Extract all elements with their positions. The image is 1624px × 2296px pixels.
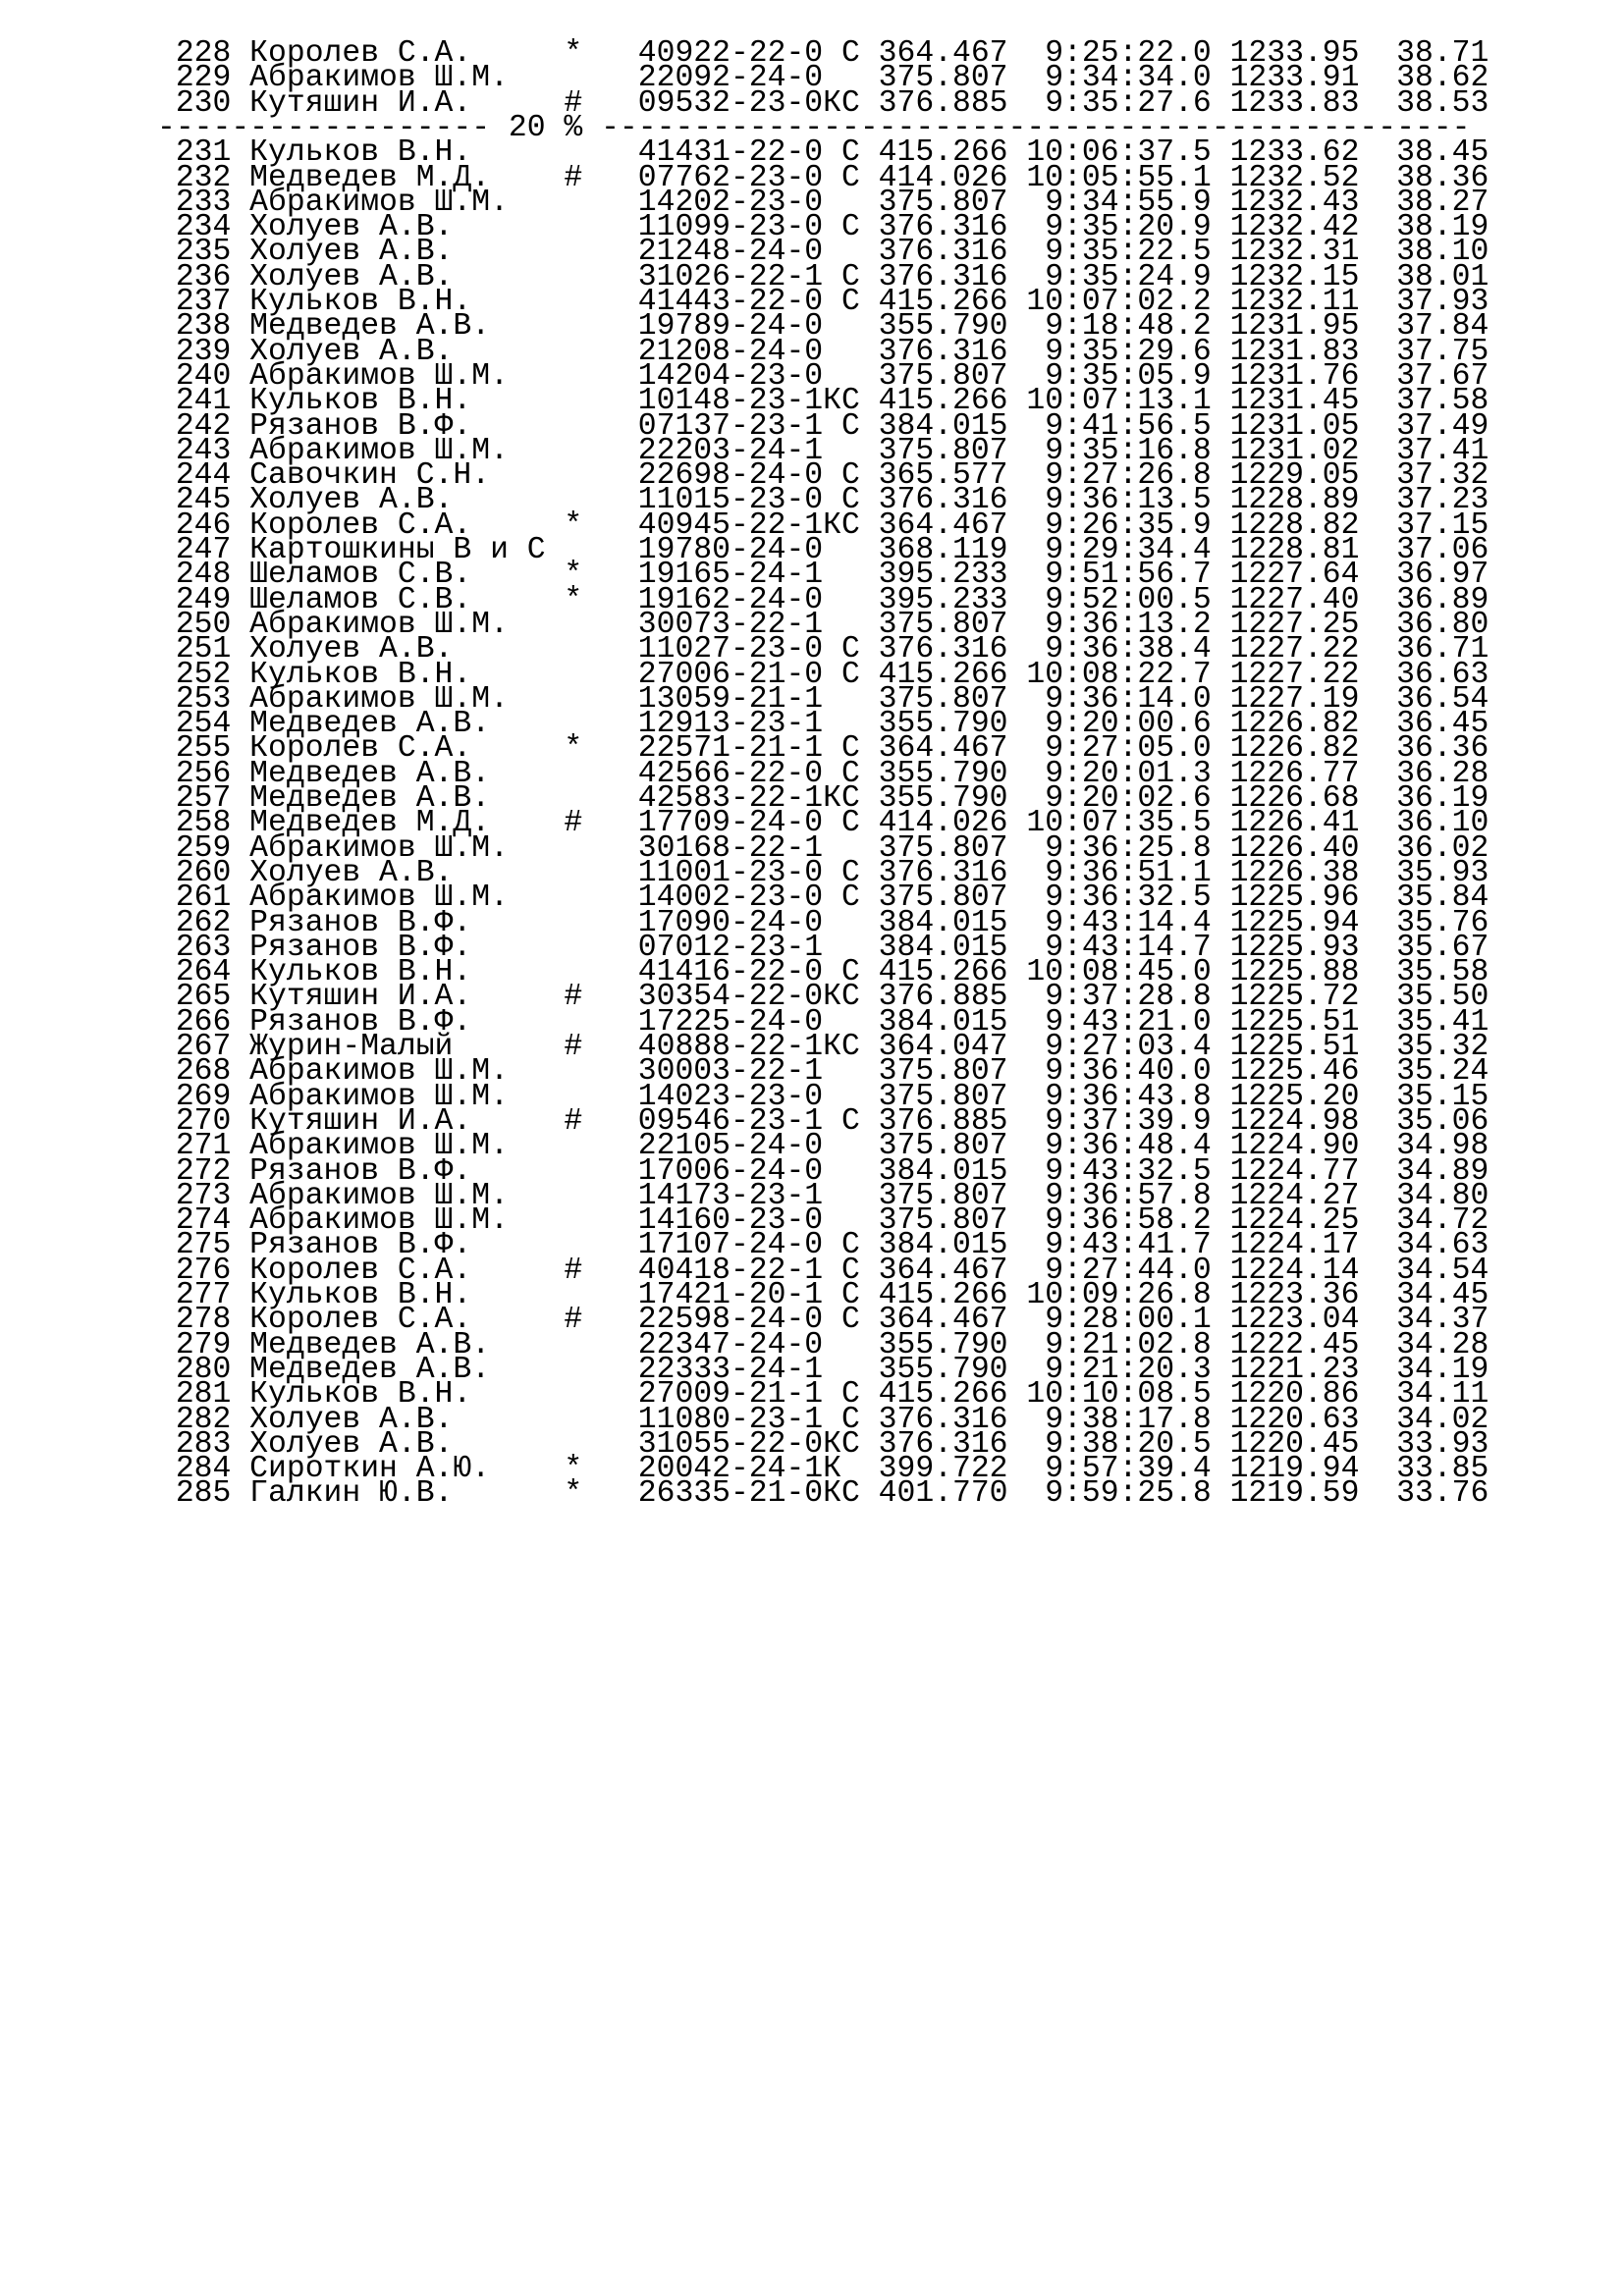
percent-separator-line: ------------------ 20 % ----------------------------------------------- (157, 110, 1471, 145)
result-row: 229 Абракимов Ш.М. 22092-24-0 375.807 9:34:34.0 1233.91 38.62 (157, 61, 1489, 96)
result-row: 247 Картошкины В и С 19780-24-0 368.119 9:29:34.4 1228.81 37.06 (157, 533, 1489, 567)
result-row: 248 Шеламов С.В. * 19165-24-1 395.233 9:51:56.7 1227.64 36.97 (157, 558, 1489, 593)
result-row: 249 Шеламов С.В. * 19162-24-0 395.233 9:52:00.5 1227.40 36.89 (157, 582, 1489, 617)
result-row: 243 Абракимов Ш.М. 22203-24-1 375.807 9:35:16.8 1231.02 37.41 (157, 433, 1489, 468)
result-row: 285 Галкин Ю.В. * 26335-21-0КС 401.770 9:59:25.8 1219.59 33.76 (157, 1476, 1489, 1512)
result-row: 228 Королев С.А. * 40922-22-0 С 364.467 9:25:22.0 1233.95 38.71 (157, 36, 1489, 71)
result-row: 268 Абракимов Ш.М. 30003-22-1 375.807 9:36:40.0 1225.46 35.24 (157, 1054, 1489, 1090)
result-row: 262 Рязанов В.Ф. 17090-24-0 384.015 9:43:14.4 1225.94 35.76 (157, 905, 1489, 940)
result-row: 233 Абракимов Ш.М. 14202-23-0 375.807 9:34:55.9 1232.43 38.27 (157, 185, 1489, 220)
result-row: 269 Абракимов Ш.М. 14023-23-0 375.807 9:36:43.8 1225.20 35.15 (157, 1079, 1489, 1114)
result-row: 270 Кутяшин И.А. # 09546-23-1 С 376.885 9:37:39.9 1224.98 35.06 (157, 1103, 1489, 1139)
result-row: 280 Медведев А.В. 22333-24-1 355.790 9:21:20.3 1221.23 34.19 (157, 1352, 1489, 1387)
result-row: 234 Холуев А.В. 11099-23-0 С 376.316 9:35:20.9 1232.42 38.19 (157, 210, 1489, 245)
result-row: 252 Кульков В.Н. 27006-21-0 С 415.266 10:08:22.7 1227.22 36.63 (157, 657, 1489, 692)
result-row: 237 Кульков В.Н. 41443-22-0 С 415.266 10:07:02.2 1232.11 37.93 (157, 285, 1489, 319)
result-row: 283 Холуев А.В. 31055-22-0КС 376.316 9:38:20.5 1220.45 33.93 (157, 1426, 1489, 1462)
result-row: 235 Холуев А.В. 21248-24-0 376.316 9:35:22.5 1232.31 38.10 (157, 235, 1489, 270)
result-row: 260 Холуев А.В. 11001-23-0 С 376.316 9:36:51.1 1226.38 35.93 (157, 855, 1489, 890)
result-row: 251 Холуев А.В. 11027-23-0 С 376.316 9:36:38.4 1227.22 36.71 (157, 632, 1489, 667)
result-row: 253 Абракимов Ш.М. 13059-21-1 375.807 9:36:14.0 1227.19 36.54 (157, 681, 1489, 717)
result-row: 276 Королев С.А. # 40418-22-1 С 364.467 9:27:44.0 1224.14 34.54 (157, 1253, 1489, 1288)
result-row: 257 Медведев А.В. 42583-22-1КС 355.790 9:20:02.6 1226.68 36.19 (157, 781, 1489, 816)
result-row: 238 Медведев А.В. 19789-24-0 355.790 9:18:48.2 1231.95 37.84 (157, 309, 1489, 345)
result-row: 258 Медведев М.Д. # 17709-24-0 С 414.026 10:07:35.5 1226.41 36.10 (157, 806, 1489, 841)
result-row: 242 Рязанов В.Ф. 07137-23-1 С 384.015 9:41:56.5 1231.05 37.49 (157, 408, 1489, 444)
result-row: 240 Абракимов Ш.М. 14204-23-0 375.807 9:35:05.9 1231.76 37.67 (157, 358, 1489, 394)
result-row: 274 Абракимов Ш.М. 14160-23-0 375.807 9:36:58.2 1224.25 34.72 (157, 1203, 1489, 1239)
result-row: 250 Абракимов Ш.М. 30073-22-1 375.807 9:36:13.2 1227.25 36.80 (157, 607, 1489, 642)
result-row: 264 Кульков В.Н. 41416-22-0 С 415.266 10:08:45.0 1225.88 35.58 (157, 955, 1489, 990)
result-row: 254 Медведев А.В. 12913-23-1 355.790 9:20:00.6 1226.82 36.45 (157, 707, 1489, 742)
result-row: 266 Рязанов В.Ф. 17225-24-0 384.015 9:43:21.0 1225.51 35.41 (157, 1004, 1489, 1040)
result-row: 272 Рязанов В.Ф. 17006-24-0 384.015 9:43:32.5 1224.77 34.89 (157, 1153, 1489, 1189)
result-row: 284 Сироткин А.Ю. * 20042-24-1К 399.722 9:57:39.4 1219.94 33.85 (157, 1452, 1489, 1487)
result-row: 275 Рязанов В.Ф. 17107-24-0 С 384.015 9:43:41.7 1224.17 34.63 (157, 1228, 1489, 1263)
result-row: 245 Холуев А.В. 11015-23-0 С 376.316 9:36:13.5 1228.89 37.23 (157, 483, 1489, 518)
result-row: 232 Медведев М.Д. # 07762-23-0 С 414.026 10:05:55.1 1232.52 38.36 (157, 160, 1489, 195)
result-row: 241 Кульков В.Н. 10148-23-1КС 415.266 10:07:13.1 1231.45 37.58 (157, 384, 1489, 419)
result-row: 279 Медведев А.В. 22347-24-0 355.790 9:21:02.8 1222.45 34.28 (157, 1327, 1489, 1362)
result-row: 244 Савочкин С.Н. 22698-24-0 С 365.577 9:27:26.8 1229.05 37.32 (157, 458, 1489, 494)
result-row: 246 Королев С.А. * 40945-22-1КС 364.467 9:26:35.9 1228.82 37.15 (157, 507, 1489, 543)
result-row: 236 Холуев А.В. 31026-22-1 С 376.316 9:35:24.9 1232.15 38.01 (157, 259, 1489, 294)
result-row: 265 Кутяшин И.А. # 30354-22-0КС 376.885 9:37:28.8 1225.72 35.50 (157, 980, 1489, 1015)
result-row: 273 Абракимов Ш.М. 14173-23-1 375.807 9:36:57.8 1224.27 34.80 (157, 1178, 1489, 1213)
result-row: 277 Кульков В.Н. 17421-20-1 С 415.266 10:09:26.8 1223.36 34.45 (157, 1278, 1489, 1312)
result-row: 230 Кутяшин И.А. # 09532-23-0КС 376.885 9:35:27.6 1233.83 38.53 (157, 85, 1489, 121)
result-row: 259 Абракимов Ш.М. 30168-22-1 375.807 9:36:25.8 1226.40 36.02 (157, 830, 1489, 866)
result-row: 281 Кульков В.Н. 27009-21-1 С 415.266 10:10:08.5 1220.86 34.11 (157, 1377, 1489, 1413)
result-row: 239 Холуев А.В. 21208-24-0 376.316 9:35:29.6 1231.83 37.75 (157, 334, 1489, 369)
result-row: 256 Медведев А.В. 42566-22-0 С 355.790 9:20:01.3 1226.77 36.28 (157, 756, 1489, 791)
result-row: 261 Абракимов Ш.М. 14002-23-0 С 375.807 9:36:32.5 1225.96 35.84 (157, 881, 1489, 916)
result-row: 267 Журин-Малый # 40888-22-1КС 364.047 9:27:03.4 1225.51 35.32 (157, 1030, 1489, 1064)
result-row: 263 Рязанов В.Ф. 07012-23-1 384.015 9:43:14.7 1225.93 35.67 (157, 930, 1489, 965)
result-row: 255 Королев С.А. * 22571-21-1 С 364.467 9:27:05.0 1226.82 36.36 (157, 731, 1489, 767)
result-row: 231 Кульков В.Н. 41431-22-0 С 415.266 10:06:37.5 1233.62 38.45 (157, 135, 1489, 171)
result-row: 282 Холуев А.В. 11080-23-1 С 376.316 9:38:17.8 1220.63 34.02 (157, 1402, 1489, 1437)
result-row: 278 Королев С.А. # 22598-24-0 С 364.467 9:28:00.1 1223.04 34.37 (157, 1303, 1489, 1338)
result-row: 271 Абракимов Ш.М. 22105-24-0 375.807 9:36:48.4 1224.90 34.98 (157, 1129, 1489, 1164)
